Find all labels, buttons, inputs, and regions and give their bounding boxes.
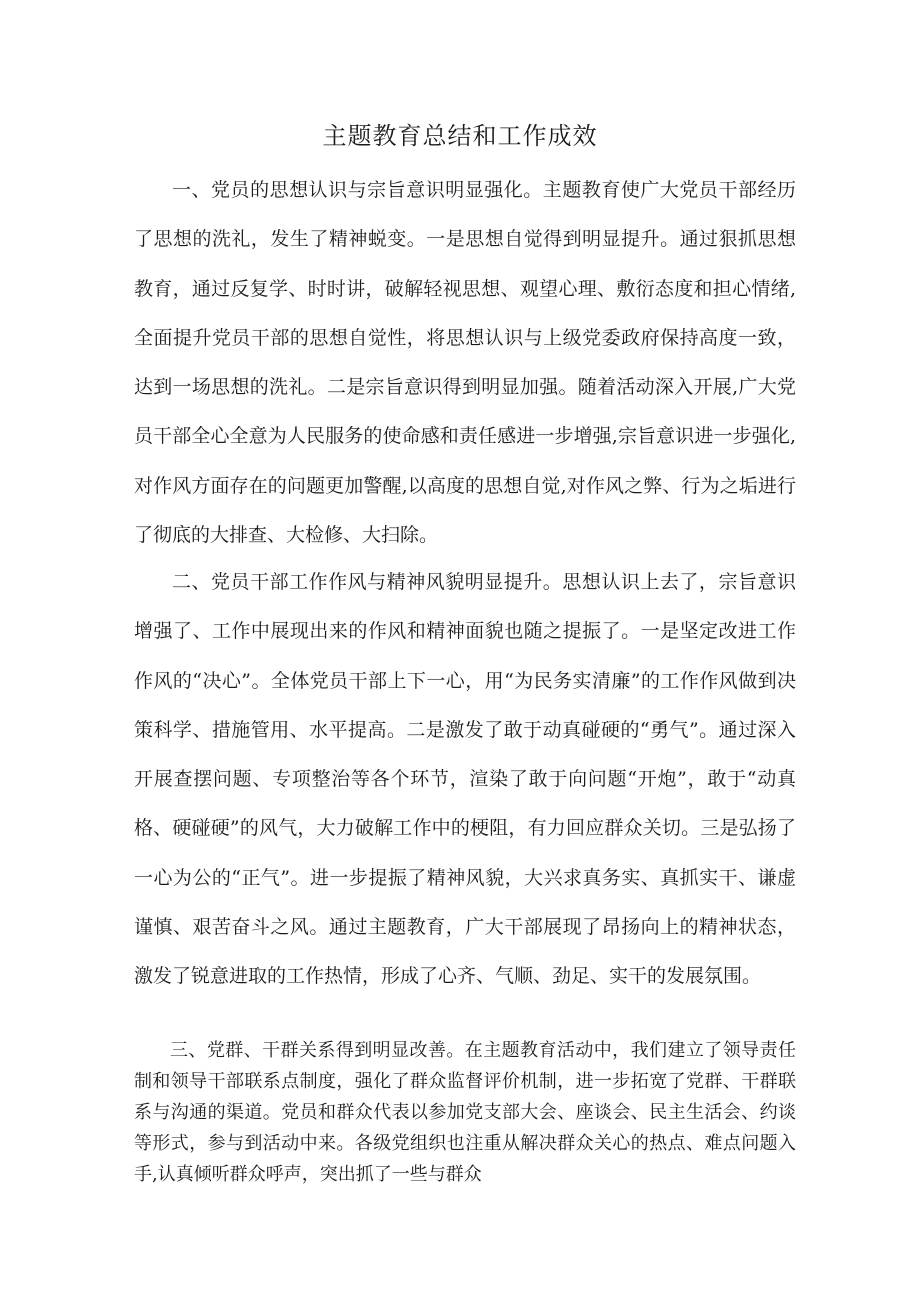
- document-title: 主题教育总结和工作成效: [322, 122, 598, 150]
- paragraph-1: 一、党员的思想认识与宗旨意识明显强化。主题教育使广大党员干部经历了思想的洗礼，发生了精神蜕变。一是思想自觉得到明显提升。通过狠抓思想教育，通过反复学、时时讲，破解轻视思想、观望心理、敷衍态度和担心情绪,全面提升党员干部的思想自觉性，将思想认识与上级党委政府保持高度一致，达到一场思想的洗礼。二是宗旨意识得到明显加强。随着活动深入开展,广大党员干部全心全意为人民服务的使命感和责任感进一步增强,宗旨意识进一步强化,对作风方面存在的问题更加警醒,以高度的思想自觉,对作风之弊、行为之垢进行了彻底的大排查、大检修、大扫除。: [134, 179, 796, 547]
- paragraph-2: 二、党员干部工作作风与精神风貌明显提升。思想认识上去了，宗旨意识增强了、工作中展现出来的作风和精神面貌也随之提振了。一是坚定改进工作作风的“决心”。全体党员干部上下一心，用“为民务实清廉”的工作作风做到决策科学、措施管用、水平提高。二是激发了敢于动真碰硬的“勇气”。通过深入开展查摆问题、专项整治等各个环节，渲染了敢于向问题“开炮”，敢于“动真格、硬碰硬”的风气，大力破解工作中的梗阻，有力回应群众关切。三是弘扬了一心为公的“正气”。进一步提振了精神风貌，大兴求真务实、真抓实干、谦虚谨慎、艰苦奋斗之风。通过主题教育，广大干部展现了昂扬向上的精神状态，激发了锐意进取的工作热情，形成了心齐、气顺、劲足、实干的发展氛围。: [134, 571, 796, 988]
- paragraph-3: 三、党群、干群关系得到明显改善。在主题教育活动中，我们建立了领导责任制和领导干部联系点制度，强化了群众监督评价机制，进一步拓宽了党群、干群联系与沟通的渠道。党员和群众代表以参加党支部大会、座谈会、民主生活会、约谈等形式，参与到活动中来。各级党组织也注重从解决群众关心的热点、难点问题入手,认真倾听群众呼声，突出抓了一些与群众: [134, 1040, 796, 1185]
